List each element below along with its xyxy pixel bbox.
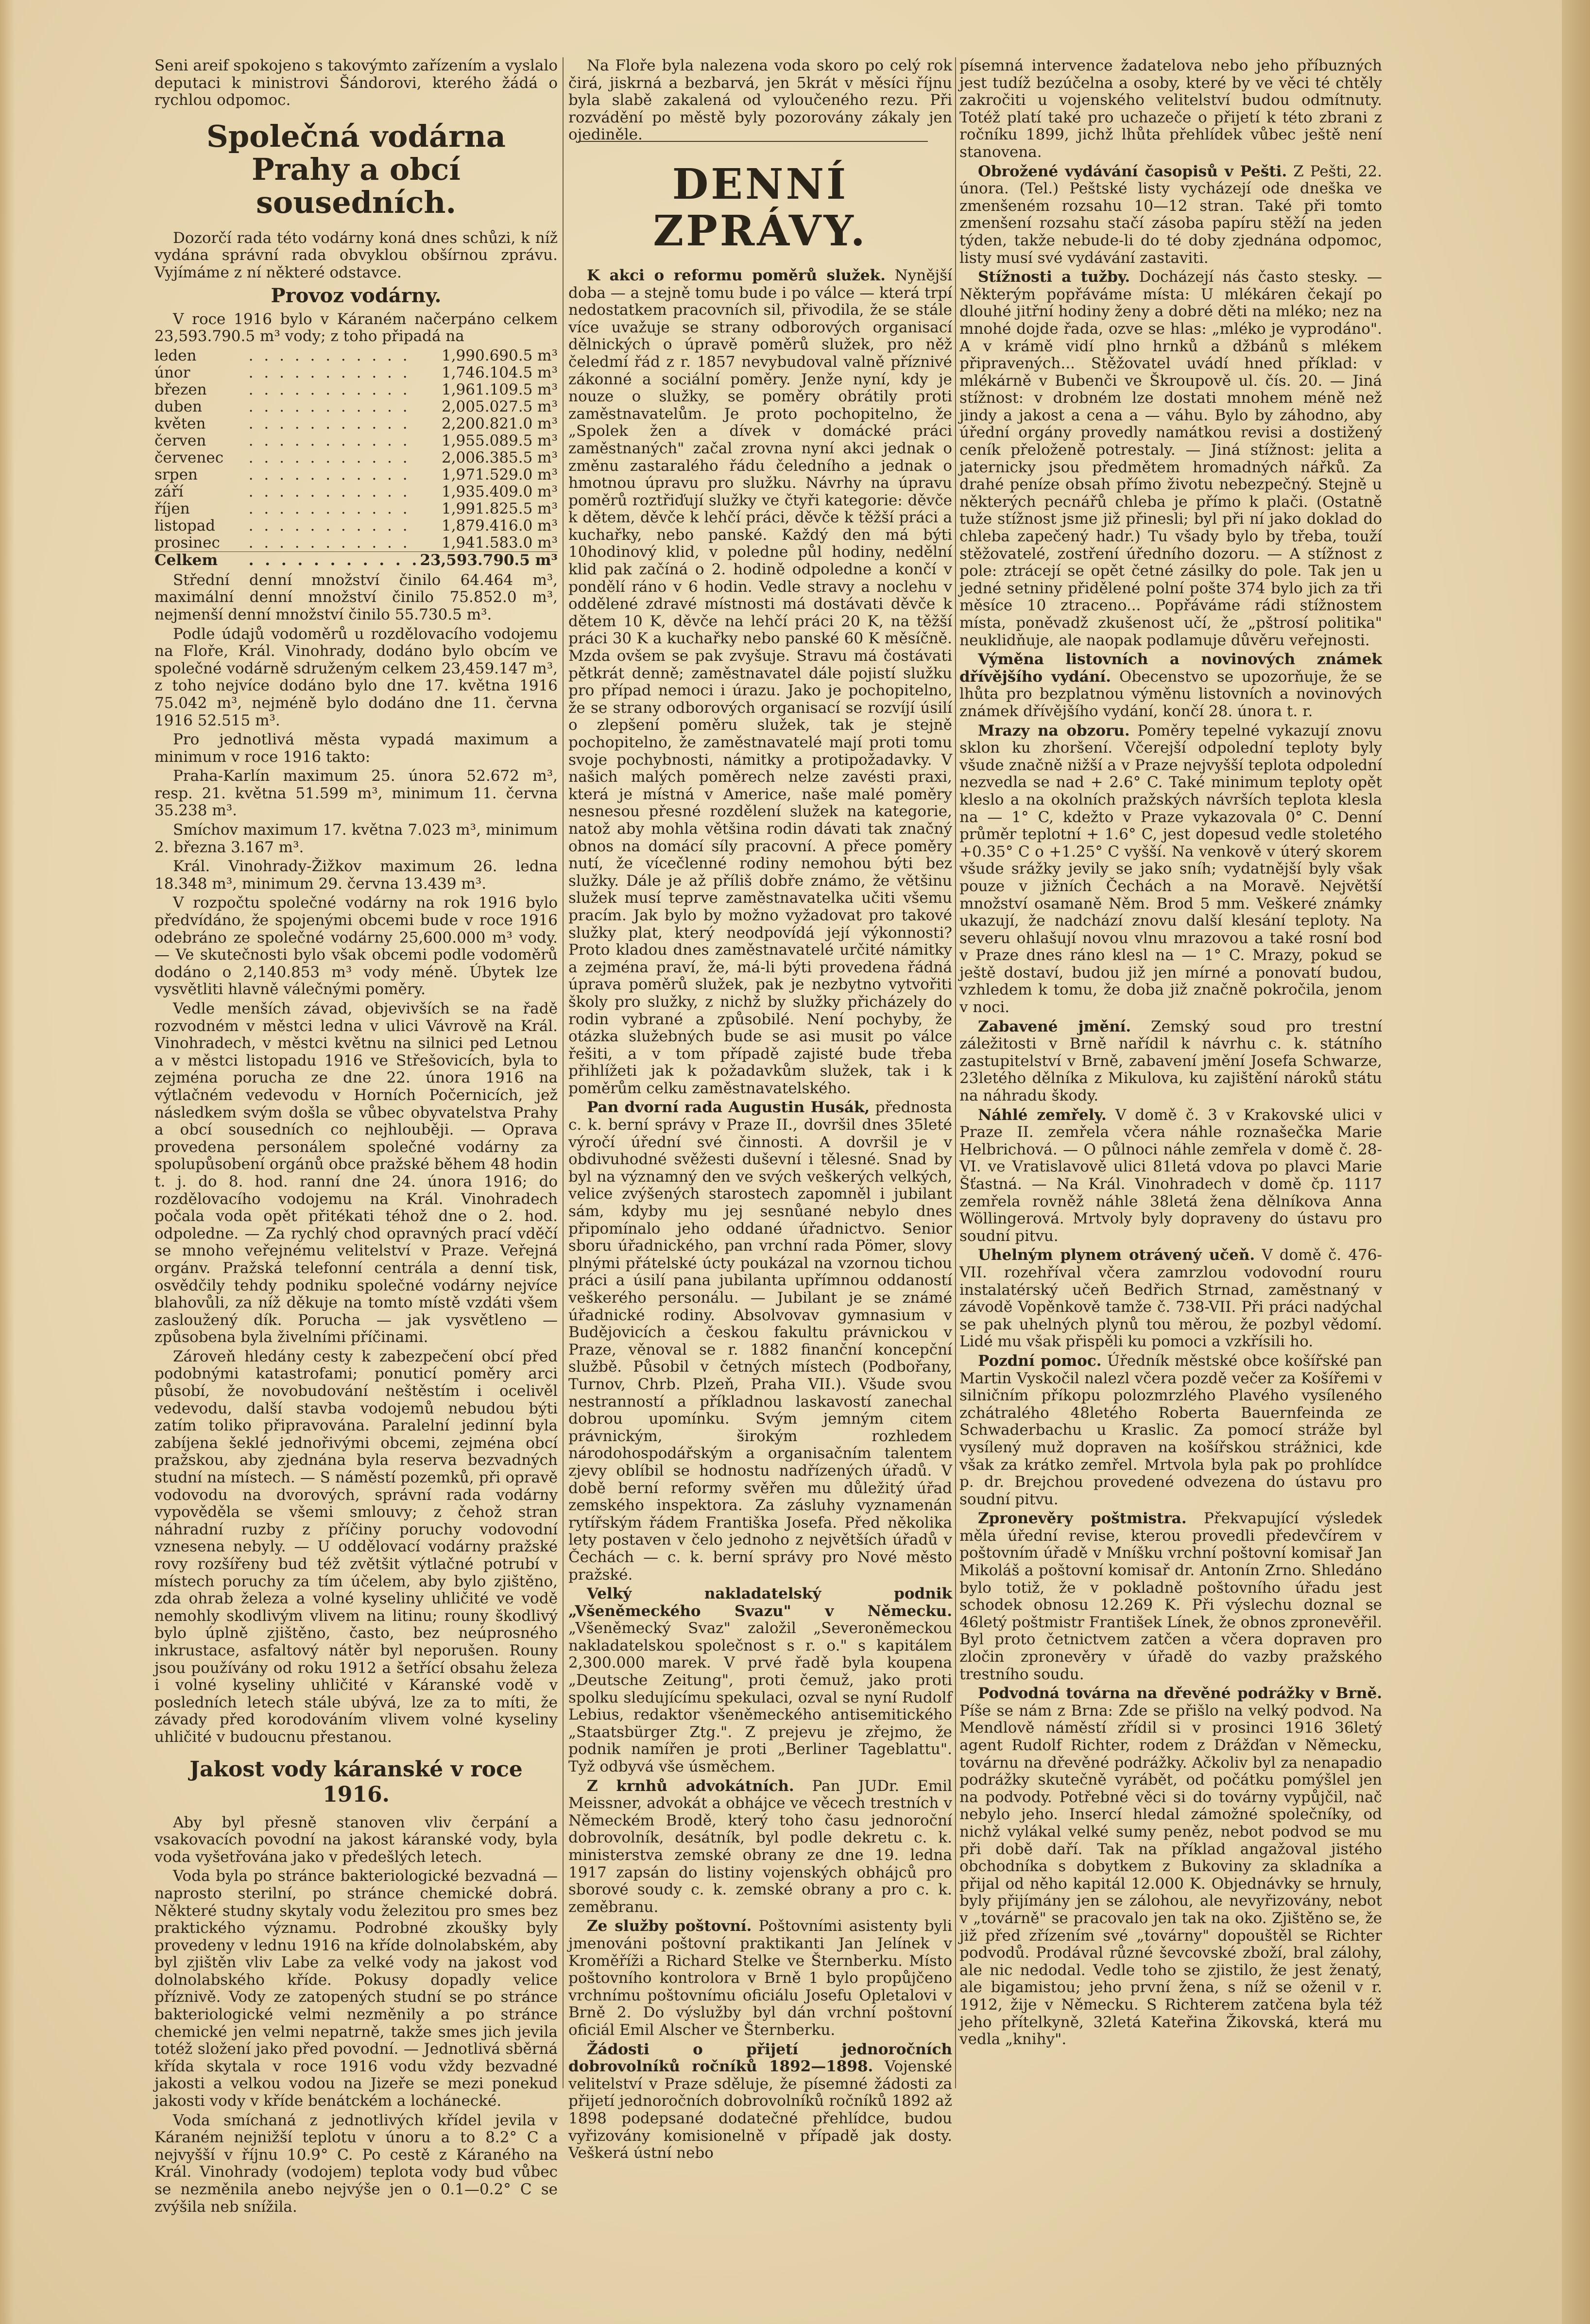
news-text: Obecenstvo se upozorňuje, že se lhůta pro bezplatnou výměnu listovních a novinových známek dřívějšího vydání, končí 28. února t. r. bbox=[959, 668, 1383, 720]
month-label: leden bbox=[154, 346, 197, 364]
news-heading: Zpronevěry poštmistra. bbox=[978, 1510, 1187, 1528]
month-value: 1,879.416.0 m³ bbox=[441, 516, 558, 534]
article-paragraph: Pro jednotlivá města vypadá maximum a minimum v roce 1916 takto: bbox=[154, 731, 558, 766]
news-text: Úředník městské obce košířské pan Martin Vyskočil nalezl včera pozdě večer za Košířemi v silničním příkopu polozmrzlého Plavého vysíleného zchátralého 48letého Roberta Bauernfeinda ze Schwaderbachu u Kraslic. Za pomocí stráže byl vysílený muž dopraven na košířskou strážnici, kde však za krátko zemřel. Mrtvola byla pak po prohlídce p. dr. Brejchou provedené odvezena do ústavu pro soudní pitvu. bbox=[959, 1352, 1382, 1508]
column-rule bbox=[563, 57, 564, 2088]
leader-dots: . . . . . . . . . . . bbox=[248, 380, 410, 398]
article-paragraph: V roce 1916 bylo v Káraném načerpáno celkem 23,593.790.5 m³ vody; z toho připadá na bbox=[154, 310, 558, 345]
section-title: DENNÍ ZPRÁVY. bbox=[653, 159, 868, 256]
news-text: přednosta c. k. berní správy v Praze II., dovršil dnes 35leté výročí úřední své činnosti. A dovršil je v obdivuhodné svěžesti duševní i tělesné. Snad by byl na významný den ve svých veškerých velkých, velice zvýšených starostech zapomněl i jubilant sám, kdyby mu jej sesnůané nebylo dnes připomínalo jeho oddané úřadnictvo. Senior sboru úřadnického, pan vrchní rada Pömer, slovy plnými přátelské úcty poukázal na vzornou tichou práci a úsilí pana jubilanta upřímnou oddaností veškerého personálu. — Jubilant je se známé úřadnické rodiny. Absolvovav gymnasium v Budějovicích a českou fakultu právnickou v Praze, věnoval se r. 1882 finanční koncepční službě. Působil v četných místech (Podbořany, Turnov, Chrb. Plzeň, Praha VII.). Všude svou nestranností a příkladnou laskavostí zanechal dobrou upomínku. Svým jemným citem právnickým, širokým rozhledem národohospodářským a organisačním talentem zjevy oblíbil se hodnostu nadřízených úřadů. V době berní reformy svěřen mu důležitý úřad zemského inspektora. Za zásluhy vyznamenán rytířským řádem Františka Josefa. Před několika lety postaven v čelo jednoho z největších úřadů v Čechách — c. k. berní správy pro Nové město pražské. bbox=[568, 1099, 953, 1584]
news-heading: Ze služby poštovní. bbox=[587, 1917, 752, 1935]
month-label: květen bbox=[154, 414, 206, 432]
news-text: Docházejí nás často stesky. — Některým popřáváme místa: U mlékáren čekají po dlouhé jitřní hodiny ženy a dobré děti na mléko; nez na mnohé dojde řada, ozve se hlas: „mléko je vyprodáno". A v krámě vidí plno hrnků a džbánů s mlékem připravených... Stěžovatel uvádí hned příklad: v mlékárně v Bubenči ve Škroupově ul. čís. 20. — Jiná stížnost: v drobném lze dostati mnohem méně než jindy a jakost a cena a — váhu. Bylo by záhodno, aby úřední orgány provedly namátkou revisi a dostižený ceník přeloženě potrestaly. — Jiná stížnost: jelita a jaternicky jsou předmětem hromadných nářků. Za drahé peníze obsah přímo životu nebezpečný. Stejně u některých pecnářů chleba je přímo k plači. (Ostatně tuže stížnost jsme již přinesli; byl při ní jako doklad do chleba zapečený hadr.) Tu všady bylo by třeba, touží stěžovatelé, zostření úředního dozoru. — A stížnost z pole: ztrácejí se opět četné zásilky do pole. Tak jen u jedné setniny přidělené polní pošte 374 bylo jich za tři měsíce 10 ztraceno... Popřáváme rádi stížnostem místa, poněvadž zkušenost učí, že „pštrosí politika" neuklidňuje, ale naopak podlamuje důvěru veřejnosti. bbox=[959, 268, 1382, 649]
month-label: březen bbox=[154, 380, 207, 398]
table-row bbox=[154, 347, 558, 364]
article-paragraph: Aby byl přesně stanoven vliv čerpání a vsakovacích povodní na jakost káranské vody, byla voda vyšetřována jako v předešlých letech. bbox=[154, 1813, 558, 1866]
month-value: 2,006.385.5 m³ bbox=[441, 448, 558, 466]
monthly-water-table bbox=[154, 347, 558, 569]
article-subheading: Provoz vodárny. bbox=[271, 284, 442, 307]
table-total-row bbox=[154, 551, 558, 569]
news-text: V domě č. 3 v Krakovské ulici v Praze II. zemřela včera náhle roznašečka Marie Helbrichová. — O půlnoci náhle zemřela v domě č. 28-VI. ve Vratislavově ulici 81letá vdova po plavci Marie Šťastná. — Na Král. Vinohradech v domě čp. 1117 zemřela rovněž náhle 38letá žena dělníkova Anna Wöllingerová. Mrtvoly byly dopraveny do ústavu pro soudní pitvu. bbox=[959, 1106, 1382, 1245]
table-row bbox=[154, 449, 558, 466]
leader-dots: . . . . . . . . . . . bbox=[248, 448, 410, 466]
month-value: 1,955.089.5 m³ bbox=[441, 431, 558, 449]
article-continuation: Seni areif spokojeno s takovýmto zařízením a vyslalo deputaci k ministrovi Šándorovi, kterého žádá o rychlou odpomoc. bbox=[154, 57, 558, 109]
news-text: Zemský soud pro trestní záležitosti v Brně nařídil k návrhu c. k. státního zastupitelství v Brně, zabavení jmění Josefa Schwarze, 23letého dělníka z Mikulova, ku zajištění nároků státu na náhradu škody. bbox=[959, 1017, 1382, 1105]
article-paragraph: Voda byla po stránce bakteriologické bezvadná — naprosto sterilní, po stránce chemické dobrá. Některé studny skytaly vodu železitou pro smes bez praktického významu. Podrobné zkoušky byly provedeny v lednu 1916 na kříde dolnolabském, aby byl zjištěn vliv Labe za velké vody na jakost vod dolnolabského kříde. Pokusy dopadly velice příznivě. Vody ze zatopených studní se po stránce bakteriologické velmi nezměnily a po stránce chemické jen velmi nepatrně, takže smes jich jevila totéž složení jako před povodní. — Jednotlivá sběrná křída skytala v roce 1916 vodu vždy bezvadné jakosti a velkou vodou na Jizeře se mezi ponekud jakosti vody v kříde benátckém a lochánecké. bbox=[154, 1867, 558, 2110]
section-divider bbox=[578, 141, 928, 142]
month-label: únor bbox=[154, 363, 190, 381]
news-text: „Všeněmecký Svaz" založil „Severoněmeckou nakladatelskou společnost s r. o." s kapitálem 2,300.000 marek. V prvé řadě byla koupena „Deutsche Zeitung", proti čemuž, jako proti spolku sledujícímu spekulaci, ozval se nyní Rudolf Lebius, redaktor všeněmeckého antisemitického „Staatsbürger Ztg.". Z prejevu je zřejmo, že podnik namířen je proti „Berliner Tageblattu". Tyž odbyvá vše úsměchem. bbox=[568, 1619, 952, 1776]
leader-dots: . . . . . . . . . . . bbox=[248, 414, 410, 432]
news-heading: Náhlé zemřely. bbox=[978, 1106, 1107, 1124]
month-value: 1,991.825.5 m³ bbox=[441, 499, 558, 517]
news-text: V domě č. 476-VII. rozehříval včera zamrzlou vodovodní rouru instalatérský učeň Bedřich Strnad, zaměstnaný v závodě Vopěnkově tamže č. 738-VII. Při práci nadýchal se pak uhelných plynů tou měrou, že pozbyl vědomí. Lidé mu však přispěli ku pomoci a vzkřísili ho. bbox=[959, 1246, 1382, 1351]
news-heading: Pozdní pomoc. bbox=[978, 1352, 1102, 1370]
table-row bbox=[154, 432, 558, 449]
news-heading: Uhelným plynem otrávený učeň. bbox=[978, 1246, 1255, 1264]
news-text: Poštovními asistenty byli jmenováni poštovní praktikanti Jan Jelínek v Kroměříži a Richard Stelke ve Šternberku. Místo poštovního kontrolora v Brně 1 bylo propůjčeno vrchnímu poštovnímu oficiálu Josefu Opletalovi v Brně 2. Do výslužby byl dán vrchní poštovní oficiál Emil Alscher ve Šternberku. bbox=[568, 1917, 952, 2039]
article-paragraph: Vedle menších závad, objevivších se na řadě rozvodném v městci ledna v ulici Vávrově na Král. Vinohradech, v městci květnu na silnici ped Letnou a v městci listopadu 1916 ve Střešovicích, byla to zejména porucha ze dne 22. února 1916 na výtlačném vedevodu v Horních Počernicích, jež následkem svým došla se vůbec obyvatelstva Prahy a obcí sousedních co nejhlouběji. — Oprava provedena personálem společné vodárny za spolupůsobení orgánů obce pražské během 48 hodin t. j. do 8. hod. ranní dne 24. února 1916; do rozdělovacího vodojemu na Král. Vinohradech počala voda opět přitékati téhož dne o 2. hod. odpoledne. — Za rychlý chod opravných prací vděčí se mnoho veřejnému velitelství v Praze. Veřejná orgánv. Pražská telefonní centrála a denní tisk, osvědčily tehdy podniku společné vodárny nejvíce blahovůli, za níž děkuje na tomto místě vzdáti všem zasloužený dík. Porucha — jak vysvětleno — způsobena byla živelními příčinami. bbox=[154, 1000, 558, 1346]
leader-dots: . . . . . . . . . . . bbox=[248, 482, 410, 500]
month-value: 2,005.027.5 m³ bbox=[441, 397, 558, 415]
column-left bbox=[154, 57, 558, 2216]
news-text: Z Pešti, 22. února. (Tel.) Peštské listy vycházejí ode dneška ve zmenšeném rozsahu 10—12 stran. Také při tomto zmenšení rozsahu stačí zásoba papíru stěží na jeden týden, takže nebude-li do té doby zjednána odpomoc, listy musí své vydávání zastaviti. bbox=[959, 162, 1382, 267]
table-row bbox=[154, 466, 558, 483]
column-middle bbox=[568, 57, 953, 2162]
article-paragraph: Voda smíchaná z jednotlivých křídel jevila v Káraném nejnižší teplotu v únoru a to 8.2° C a nejvyšší v říjnu 10.9° C. Po cestě z Káraného na Král. Vinohrady (vodojem) teplota vody bud vůbec se nezměnila anebo nejvýše jen o 0.1—0.2° C se zvýšila neb snížila. bbox=[154, 2111, 558, 2216]
total-value: 23,593.790.5 m³ bbox=[420, 551, 558, 569]
total-label: Celkem bbox=[154, 551, 249, 569]
article-paragraph: Zároveň hledány cesty k zabezpečení obcí před podobnými katastrofami; ponuticí poměry arci působí, že novobudování neštěstím i ocelivěl vedevodu, další stavba vodojemů nebudou býti zatím toliko připravována. Paralelní jedinní byla zabíjena šeklé jednořivými obcemi, zejména obcí pražskou, aby zjednána byla reserva bezvadných studní na místech. — S náměstí pozemků, při opravě vodovodu na dvorových, správní rada vodárny vypověděla se všemi smlouvy; z čehož stran náhradní ruzby z příčiny poruchy vodovodní vznesena nebyly. — U oddělovací vodárny pražské rovy rozšířeny bud též zvětšit výtlačné potrubí v místech poruchy za tím účelem, aby bylo zjištěno, zda ohrab železa a volné kyseliny uhličité ve vodě nemohly skodlivým vlivem na litinu; rouny škodlivý bylo úplně zjištěno, často, bez neúprosného inkrustace, asfaltový nátěr byl neporušen. Rouny jsou používány od roku 1912 a šetřící obsahu železa i volné kyseliny uhličité v Káranské vodě v posledních letech stále ubývá, lze za to míti, že závady před korodováním vlivem volné kyseliny uhličité v budoucnu přestanou. bbox=[154, 1347, 558, 1746]
news-text: Nynější doba — a stejně tomu bude i po válce — která trpí nedostatkem pracovních sil, přivodila, že se stále více uvažuje se strany odborových organisací dělnických o úpravě poměrů služek, pro něž čeledmí řád z r. 1857 nevybudoval valně příznivé zákonné a sociální poměry. Jenže nyní, kdy je nouze o služky, se poměry obrátily proti zaměstnavatelům. Je proto pochopitelno, že „Spolek žen a dívek v domácké práci zaměstnaných" začal zrovna nyní akci jednak o změnu zastaralého řádu čeledního a jednak o hmotnou úpravu pro služku. Návrhy na úpravu poměrů roztřiďují služky ve čtyři kategorie: děvče k dětem, děvče k lehčí práci, děvče k těžší práci a kuchařky, nebo panské. Každý den má býti 10hodinový klid, v poledne půl hodiny, nedělní klid pak začíná o 2. hodině odpoledne a končí v pondělí ráno v 6 hodin. Vedle stravy a noclehu v oddělené zdravé místnosti má dostávati děvče k dětem 10 K, děvče na lehčí práci 20 K, na těžší práci 30 K a kuchařky nebo panské 60 K měsíčně. Mzda ovšem se pak zvyšuje. Stravu má čostávati pětkrát denně; zaměstnavatel dále pojistí služku pro případ nemoci i úrazu. Jako je pochopitelno, že se strany odborových organisací se rozvíjí úsilí o zlepšení poměru služek, tak je stejně pochopitelno, že zaměstnavatelé mají proti tomu svoje pochybnosti, námitky a protipožadavky. V našich malých poměrech nelze zavésti praxi, která je místná v Americe, naše malé poměry nesnesou přesné rozdělení služek na kategorie, natož aby mohla většina rodin dávati tak značný obnos na domácí síly pracovní. A přece poměry nutí, že vícečlenné rodiny nemohou býti bez služky. Dále je až příliš dobře známo, že většinu služek musí teprve zaměstnavatelka učiti všemu pracím. Jak bylo by možno vyžadovat pro takové služky plat, který neodpovídá její výkonnosti? Proto kladou dnes zaměstnavatelé určité námitky a zejména praví, že, má-li býti provedena řádná úprava poměrů služek, pak je nezbytno vytvořiti školy pro služky, z nichž by služky přicházely do rodin vybrané a způsobilé. Není pochyby, že otázka služebných bude se asi musit po válce řešiti, a v tom případě zajisté bude třeba přihlížeti jak k požadavkům služek, tak i k poměrům celku zaměstnavatelského. bbox=[568, 266, 952, 1097]
leader-dots: . . . . . . . . . . . bbox=[248, 431, 410, 449]
month-label: srpen bbox=[154, 465, 198, 483]
news-text: Překvapující výsledek měla úřední revise, kterou provedli předevčírem v poštovním úřadě v Mníšku vrchní poštovní komisař Jan Mikoláš a poštovní komisař dr. Antonín Zrno. Shledáno bylo totiž, že v pokladně poštovního úřadu jest schodek obnosu 12.269 K. Při výslechu doznal se 46letý poštmistr František Línek, že obnos zpronevěřil. Byl proto četnictvem zatčen a včera dopraven pro zločin zpronevěry v úřadě do vazby pražského trestního soudu. bbox=[959, 1510, 1382, 1683]
news-heading: Stížnosti a tužby. bbox=[978, 268, 1130, 286]
month-value: 1,990.690.5 m³ bbox=[441, 346, 558, 364]
article-paragraph: Podle údajů vodoměrů u rozdělovacího vodojemu na Floře, Král. Vinohrady, dodáno bylo obcím ve společné vodárně sdruženým celkem 23,459.147 m³, z toho nejvíce dodáno bylo dne 17. května 1916 75.042 m³, nejméně bylo dodáno dne 11. června 1916 52.515 m³. bbox=[154, 625, 558, 729]
month-label: prosinec bbox=[154, 534, 220, 551]
news-heading: Mrazy na obzoru. bbox=[978, 722, 1130, 740]
page-edge-right bbox=[1562, 0, 1590, 2324]
leader-dots: . . . . . . . . . . . bbox=[248, 346, 410, 364]
article-paragraph: Dozorčí rada této vodárny koná dnes schůzi, k níž vydána správní rada obvyklou obšírnou zprávu. Vyjímáme z ní některé odstavce. bbox=[154, 229, 558, 281]
month-label: září bbox=[154, 482, 184, 500]
table-row bbox=[154, 517, 558, 534]
news-text: písemná intervence žadatelova nebo jeho příbuzných jest tudíž bezúčelna a osoby, které by ve věci té chtěly zakročiti u vojenského velitelství budou odmítnuty. Totéž platí také pro uchazeče o přijetí k této zbrani z ročníku 1899, jichž lhůta přehlídek vůbec ještě není stanovena. bbox=[959, 57, 1382, 161]
month-value: 1,935.409.0 m³ bbox=[441, 482, 558, 500]
article-paragraph: Smíchov maximum 17. května 7.023 m³, minimum 2. března 3.167 m³. bbox=[154, 821, 558, 856]
news-heading: Velký nakladatelský podnik „Všeněmeckého Svazu" v Německu. bbox=[568, 1585, 952, 1620]
news-heading: Obrožené vydávání časopisů v Pešti. bbox=[978, 162, 1287, 180]
leader-dots: . . . . . . . . . . . bbox=[248, 397, 410, 415]
table-row bbox=[154, 364, 558, 381]
column-rule bbox=[955, 57, 956, 2088]
table-row bbox=[154, 415, 558, 432]
leader-dots: . . . . . . . . . . . bbox=[248, 516, 410, 534]
table-row bbox=[154, 398, 558, 415]
table-row bbox=[154, 534, 558, 552]
news-text: Poměry tepelné vykazují znovu sklon ku zhoršení. Včerejší odpolední teploty byly všude značně nižší a v Praze nejvyšší teplota odpolední nezvedla se nad + 2.6° C. Také minimum teploty opět kleslo a na okolních pražských návrších teplota klesla na — 1° C, kdežto v Praze vykazovala 0° C. Denní průměr teplotní + 1.6° C, jest dopesud vedle stoletého +0.35° C o +1.25° C vyšší. Na venkově v úterý skorem všude srážky jevily se jako sníh; vydatnější byly však pouze v jižních Čechách a na Moravě. Největší množství osamaně Něm. Brod 5 mm. Veškeré známky ukazují, že nadchází znovu další klesání teploty. Na severu ohlašují novou vlnu mrazovou a také rosní bod v Praze dnes ráno klesl na — 1° C. Mrazy, pokud se ještě dostaví, budou již jen mírné a ponovatí budou, vzhledem k tomu, že doba již značně pokročila, jenom v noci. bbox=[959, 722, 1383, 1016]
month-value: 1,971.529.0 m³ bbox=[441, 465, 558, 483]
month-value: 2,200.821.0 m³ bbox=[441, 414, 558, 432]
news-text: Píše se nám z Brna: Zde se přišlo na velký podvod. Na Mendlově náměstí zřídil si v prosinci 1916 36letý agent Rudolf Richter, rodem z Drážďan v Německu, továrnu na dřevěné podrážky. Ačkoliv byl za nenapadio podrážky skutečně vyrábět, od počátku pomýšlel jen na podvody. Potřebné věci si do továrny vypůjčil, nač nebylo jeho. Insercí hledal zámožné společníky, od nichž vylákal velké sumy peněz, nebot podvod se mu při době daří. Tak na příklad angažoval jistého obchodníka s dobytkem z Bukoviny za skladníka a přijal od něho kapitál 12.000 K. Objednávky se hrnuly, byly přijímány jen se zálohou, ale nevyřizovány, nebot v „továrně" se pracovalo jen tak na oko. Zjištěno se, že již před zřízením své „továrny" dopouštěl se Richter podvodů. Prodával různé ševcovské zboží, bral zálohy, ale nic nedodal. Vedle toho se zjistilo, že jest ženatý, ale bigamistou; jeho první žena, s níž se oženil v r. 1912, žije v Německu. S Richterem zatčena byla též jeho přítelkyně, 32letá Kateřina Žikovská, která mu vedla „knihy". bbox=[959, 1702, 1382, 2049]
month-value: 1,941.583.0 m³ bbox=[441, 534, 558, 551]
leader-dots: . . . . . . . . . . . bbox=[248, 465, 410, 483]
table-row bbox=[154, 500, 558, 517]
leader-dots: . . . . . . . . . . . bbox=[248, 363, 410, 381]
leader-dots: . . . . . . . . . . . bbox=[248, 551, 420, 569]
month-label: listopad bbox=[154, 516, 216, 534]
leader-dots: . . . . . . . . . . . bbox=[248, 534, 410, 551]
article-paragraph: Praha-Karlín maximum 25. února 52.672 m³, resp. 21. května 51.599 m³, minimum 11. června 35.238 m³. bbox=[154, 767, 558, 820]
news-heading: Žádosti o přijetí jednoročních dobrovolníků ročníků 1892—1898. bbox=[568, 2040, 952, 2076]
news-text: Pan JUDr. Emil Meissner, advokát a obhájce ve věcech trestních v Německém Brodě, který toho času jednoroční dobrovolník, desátník, byl podle dekretu c. k. ministerstva zemské obrany ze dne 19. ledna 1917 zapsán do listiny vojenských obhájců pro sborové soudy c. k. zemské obrany a pro c. k. zeměbranu. bbox=[568, 1777, 952, 1916]
column-right bbox=[959, 57, 1382, 2088]
month-label: červen bbox=[154, 431, 206, 449]
news-heading: Zabavené jmění. bbox=[978, 1017, 1131, 1035]
article-headline: Jakost vody káranské v roce 1916. bbox=[189, 1756, 523, 1807]
leader-dots: . . . . . . . . . . . bbox=[248, 499, 410, 517]
article-paragraph: Král. Vinohrady-Žižkov maximum 26. ledna 18.348 m³, minimum 29. června 13.439 m³. bbox=[154, 858, 558, 893]
news-heading: Podvodná továrna na dřevěné podrážky v Brně. bbox=[978, 1685, 1382, 1703]
news-text: Vojenské velitelství v Praze sděluje, že písemné žádosti za přijetí jednoročních dobrovolníků ročníků 1892 až 1898 podepsané dodatečné přehlídce, budou vyřizovány komisionelně v případě jak dosty. Veškerá ústní nebo bbox=[568, 2058, 952, 2162]
month-label: duben bbox=[154, 397, 202, 415]
month-label: říjen bbox=[154, 499, 190, 517]
table-row bbox=[154, 483, 558, 500]
news-heading: Výměna listovních a novinových známek dřívějšího vydání. bbox=[959, 651, 1382, 686]
news-heading: Z krnhů advokátních. bbox=[587, 1777, 794, 1795]
article-paragraph: Na Floře byla nalezena voda skoro po celý rok čirá, jiskrná a bezbarvá, jen 5krát v měsíci říjnu byla slabě zakalená od vyloučeného rezu. Při rozvádění po městě byly pozorovány zákaly jen ojediněle. bbox=[568, 57, 952, 144]
table-row bbox=[154, 381, 558, 398]
article-paragraph: Střední denní množství činilo 64.464 m³, maximální denní množství činilo 75.852.0 m³, nejmenší denní množství činilo 55.730.5 m³. bbox=[154, 571, 558, 623]
page-edge-left bbox=[0, 0, 15, 2324]
month-label: červenec bbox=[154, 448, 224, 466]
article-headline: Společná vodárna Prahy a obcí sousedních. bbox=[206, 118, 506, 220]
article-paragraph: V rozpočtu společné vodárny na rok 1916 bylo předvídáno, že spojenými obcemi bude v roce 1916 odebráno ze společné vodárny 25,600.000 m³ vody. — Ve skutečnosti bylo však obcemi podle vodoměrů dodáno o 2,140.853 m³ vody méně. Úbytek lze vysvětliti hlavně válečnými poměry. bbox=[154, 894, 558, 998]
news-heading: Pan dvorní rada Augustin Husák, bbox=[587, 1099, 870, 1117]
news-heading: K akci o reformu poměrů služek. bbox=[587, 266, 886, 284]
month-value: 1,746.104.5 m³ bbox=[441, 363, 558, 381]
month-value: 1,961.109.5 m³ bbox=[441, 380, 558, 398]
